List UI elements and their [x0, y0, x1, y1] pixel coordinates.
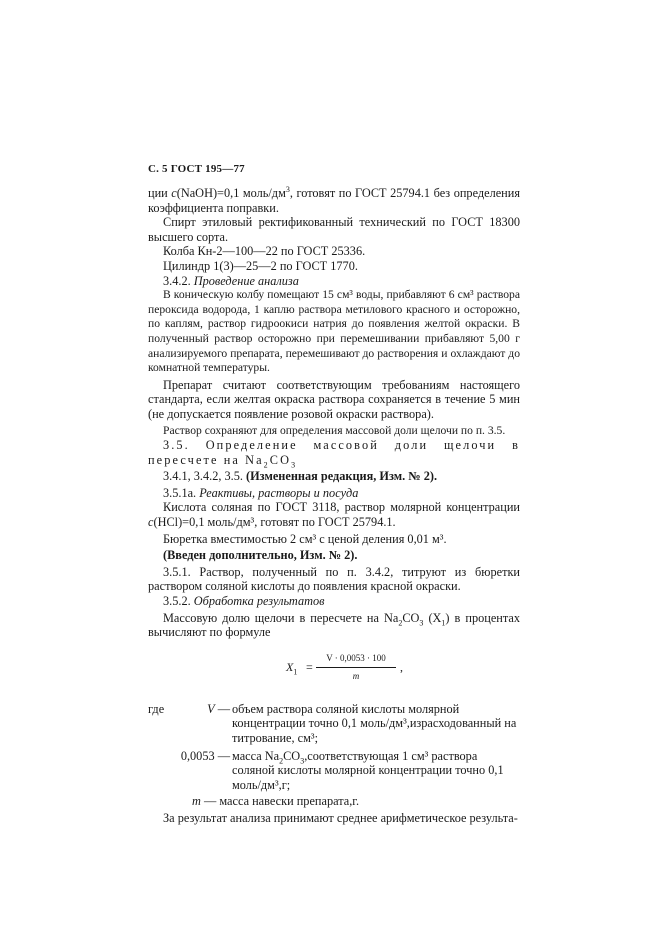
paragraph-formula-intro: Массовую долю щелочи в пересчете на $Na_2CO_3$ $(X_1)$ в процентах вычисляют по формуле — [148, 610, 520, 640]
paragraph-procedure: В коническую колбу помещают 15 см³ воды, прибавляют 6 см³ раствора пероксида водорода, 1 каплю раствора метилового красного и осторожно, по каплям, раствор гидроокиси натрия до появления желтой окраски. В полученный раствор осторожно при перемешивании прибавляют 5,00 г анализируемого препарата, перемешивают до растворения и охлаждают до комнатной температуры. — [148, 288, 520, 375]
document-body — [148, 186, 520, 826]
paragraph-naoh: ции c(NaOH)=0,1 моль/$дм^3$, готовят по ГОСТ 25794.1 без определения коэффициента поправки. — [148, 184, 520, 215]
formula-equals: = — [306, 659, 313, 674]
formula-numerator: V · 0,0053 · 100 — [316, 651, 396, 669]
where-label: где — [148, 701, 165, 716]
formula-comma: , — [400, 659, 403, 674]
paragraph-ethanol: Спирт этиловый ректификованный технический по ГОСТ 18300 высшего сорта. — [148, 215, 520, 244]
where-key-constant: 0,0053 — — [180, 748, 230, 763]
section-3-4-2-heading: 3.4.2. Проведение анализа — [163, 273, 299, 288]
formula — [148, 648, 520, 686]
paragraph-result: За результат анализа принимают среднее арифметическое результа- — [163, 810, 518, 825]
section-3-5-heading: 3.5. Определение массовой доли щелочи в пересчете на $Na_2CO_3$ — [148, 438, 520, 470]
section-3-5-1a-heading: 3.5.1а. Реактивы, растворы и посуда — [163, 485, 359, 500]
where-key-v: V — — [207, 701, 230, 716]
section-3-5-2-heading: 3.5.2. Обработка результатов — [163, 594, 325, 609]
paragraph-cylinder: Цилиндр 1(3)—25—2 по ГОСТ 1770. — [163, 258, 358, 273]
formula-fraction — [316, 651, 396, 684]
edition-note-1: 3.4.1, 3.4.2, 3.5. (Измененная редакция, Изм. № 2). — [163, 469, 438, 484]
where-text-v: объем раствора соляной кислоты молярной концентрации точно 0,1 моль/дм³,израсходованный на титрование, см³; — [232, 701, 517, 745]
where-text-constant: масса $Na_2CO_3,соответствующая$ 1 см³ раствора соляной кислоты молярной концентрации точно 0,1 моль/дм³,г; — [232, 748, 504, 792]
where-row-m — [148, 794, 520, 809]
where-row-v — [148, 702, 520, 746]
formula-lhs: $X_1$ — [286, 659, 298, 677]
formula-denominator: m — [352, 671, 360, 682]
edition-note-2: (Введен дополнительно, Изм. № 2). — [163, 548, 358, 563]
page-header: С. 5 ГОСТ 195—77 — [148, 163, 245, 175]
paragraph-keep-solution: Раствор сохраняют для определения массовой доли щелочи по п. 3.5. — [163, 423, 506, 437]
paragraph-hcl: Кислота соляная по ГОСТ 3118, раствор молярной концентрации c(HCl)=0,1 моль/дм³, готовят по ГОСТ 25794.1. — [148, 500, 520, 530]
where-block — [148, 702, 520, 809]
paragraph-flask: Колба Кн-2—100—22 по ГОСТ 25336. — [163, 244, 366, 259]
where-text-m: m — масса навески препарата,г. — [192, 794, 360, 809]
paragraph-titration: 3.5.1. Раствор, полученный по п. 3.4.2, титруют из бюретки раствором соляной кислоты до появления красной окраски. — [148, 564, 520, 594]
where-row-constant — [148, 749, 520, 793]
paragraph-burette: Бюретка вместимостью 2 см³ с ценой деления 0,01 м³. — [163, 531, 447, 546]
paragraph-compliance: Препарат считают соответствующим требованиям настоящего стандарта, если желтая окраска раствора сохраняется в течение 5 мин (не допускается появление розовой окраски раствора). — [148, 377, 520, 421]
